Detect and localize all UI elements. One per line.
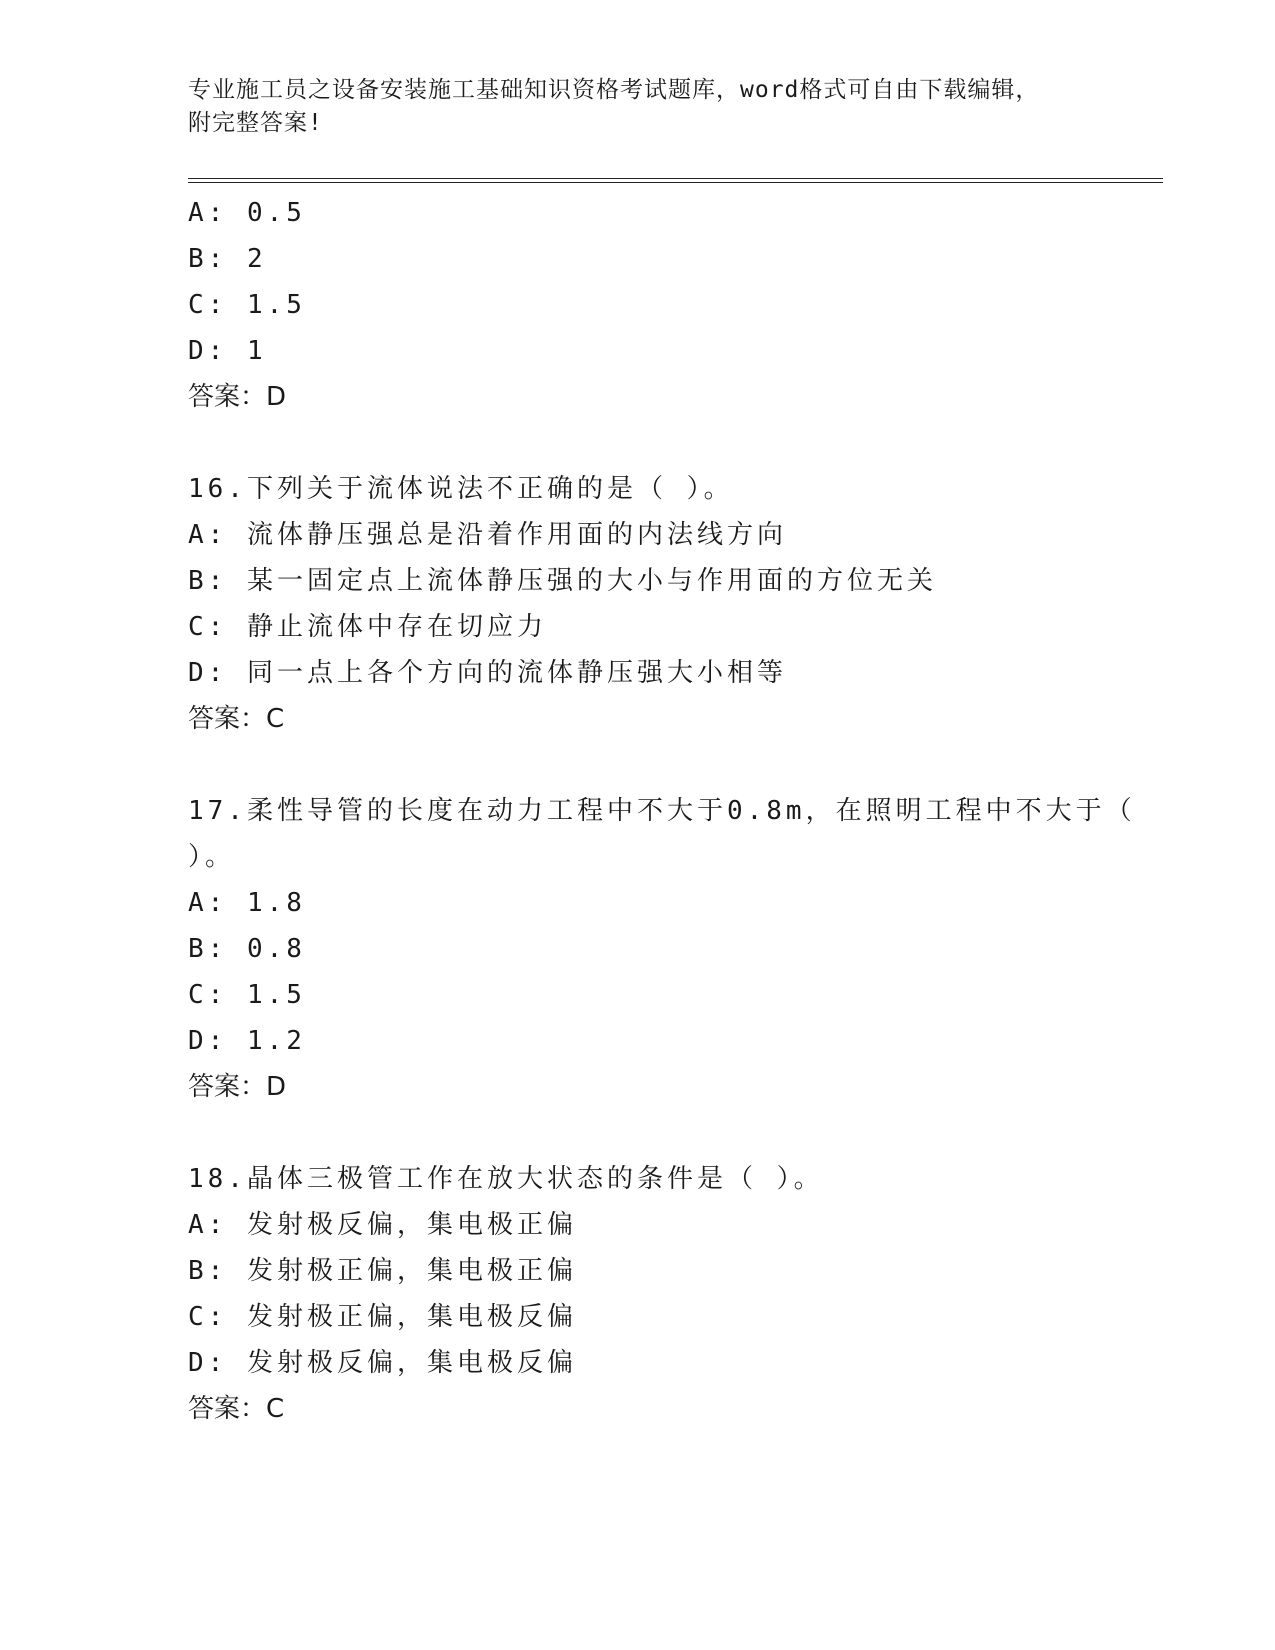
question-prev: [188, 190, 1163, 420]
option-c: C: 发射极正偏，集电极反偏: [188, 1302, 577, 1332]
question-16: [188, 466, 1163, 742]
spacer: [188, 420, 1163, 466]
answer-label: 答案：C: [188, 1394, 285, 1424]
question-17: [188, 788, 1163, 1110]
option-b: B: 2: [188, 244, 267, 274]
answer-label: 答案：D: [188, 1072, 287, 1102]
question-list: [188, 190, 1163, 1432]
answer-label: 答案：D: [188, 382, 287, 412]
answer-label: 答案：C: [188, 704, 285, 734]
header-title-line2: 附完整答案!: [188, 110, 323, 136]
option-d: D: 发射极反偏，集电极反偏: [188, 1348, 577, 1378]
option-c: C: 1.5: [188, 980, 306, 1010]
option-a: A: 1.8: [188, 888, 306, 918]
option-a: A: 发射极反偏，集电极正偏: [188, 1210, 577, 1240]
option-d: D: 1.2: [188, 1026, 306, 1056]
question-18: [188, 1156, 1163, 1432]
spacer: [188, 1110, 1163, 1156]
option-b: B: 0.8: [188, 934, 306, 964]
question-stem: 18.晶体三极管工作在放大状态的条件是（ ）。: [188, 1164, 824, 1194]
option-d: D: 同一点上各个方向的流体静压强大小相等: [188, 658, 787, 688]
question-stem-line1: 17.柔性导管的长度在动力工程中不大于0.8m，在照明工程中不大于（: [188, 796, 1136, 826]
question-stem: 16.下列关于流体说法不正确的是（ ）。: [188, 474, 734, 504]
option-d: D: 1: [188, 336, 267, 366]
header-title-line1: 专业施工员之设备安装施工基础知识资格考试题库，word格式可自由下载编辑，: [188, 77, 1040, 103]
option-b: B: 发射极正偏，集电极正偏: [188, 1256, 577, 1286]
option-b: B: 某一固定点上流体静压强的大小与作用面的方位无关: [188, 566, 937, 596]
question-stem-line2: ）。: [188, 842, 236, 872]
option-a: A: 0.5: [188, 198, 306, 228]
spacer: [188, 742, 1163, 788]
header-divider: [188, 178, 1163, 183]
option-c: C: 静止流体中存在切应力: [188, 612, 547, 642]
option-a: A: 流体静压强总是沿着作用面的内法线方向: [188, 520, 787, 550]
document-header: [188, 74, 1088, 140]
option-c: C: 1.5: [188, 290, 306, 320]
